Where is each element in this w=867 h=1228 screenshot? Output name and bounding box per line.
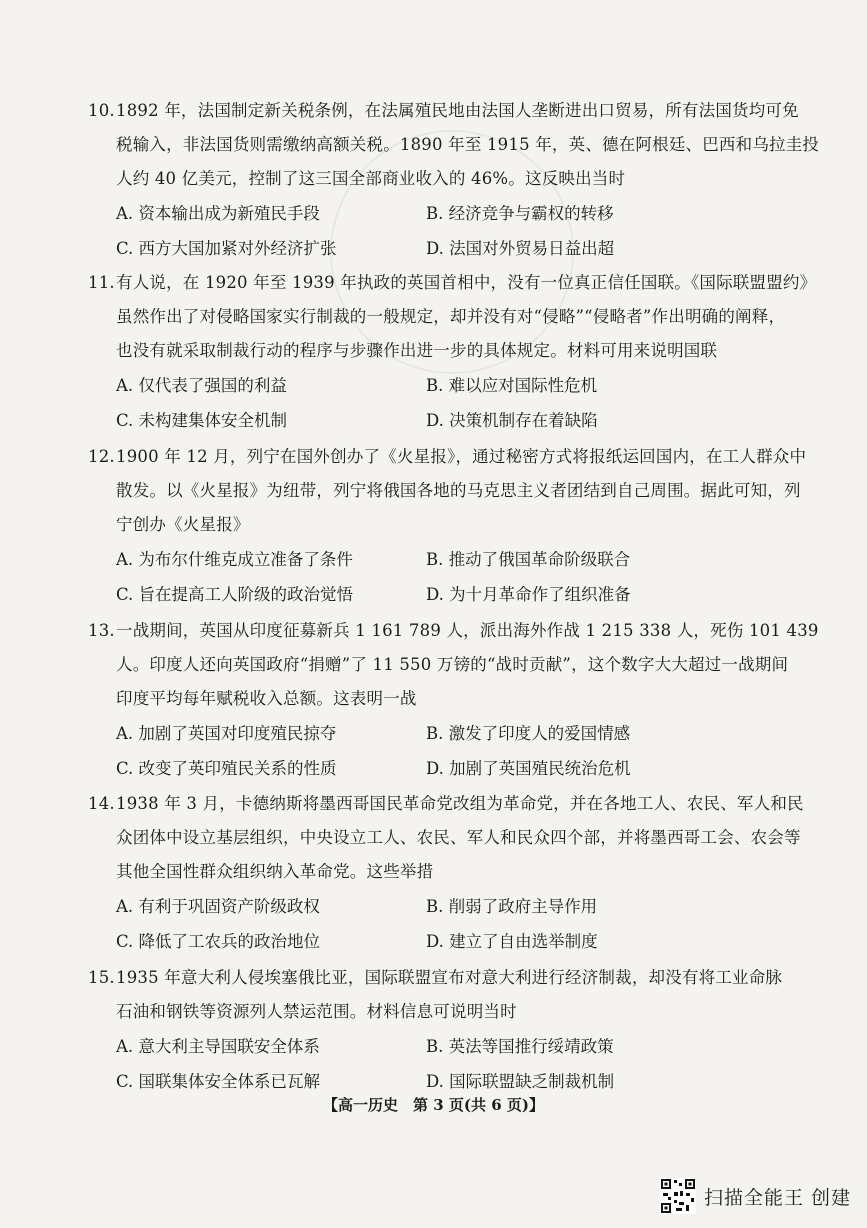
option-b: B. 推动了俄国革命阶级联合 (426, 550, 631, 569)
question-text-line: 散发。以《火星报》为纽带，列宁将俄国各地的马克思主义者团结到自己周围。据此可知，列 (116, 481, 801, 500)
question-text-line: 1938 年 3 月，卡德纳斯将墨西哥国民革命党改组为革命党，并在各地工人、农民、军人和民 (116, 794, 804, 813)
option-a: A. 加剧了英国对印度殖民掠夺 (116, 724, 337, 743)
option-b: B. 经济竞争与霸权的转移 (426, 204, 614, 223)
question-14 (88, 787, 804, 959)
question-text-line: 石油和钢铁等资源列人禁运范围。材料信息可说明当时 (116, 1002, 517, 1021)
option-b: B. 削弱了政府主导作用 (426, 897, 598, 916)
option-a: A. 为布尔什维克成立准备了条件 (116, 550, 353, 569)
option-d: D. 国际联盟缺乏制裁机制 (426, 1072, 615, 1091)
options-row (88, 924, 768, 959)
option-b: B. 英法等国推行绥靖政策 (426, 1037, 614, 1056)
scanner-watermark (660, 1178, 851, 1214)
option-d: D. 决策机制存在着缺陷 (426, 411, 598, 430)
question-text-line: 宁创办《火星报》 (116, 515, 250, 534)
option-b: B. 难以应对国际性危机 (426, 376, 598, 395)
question-text-line: 人。印度人还向英国政府“捐赠”了 11 550 万镑的“战时贡献”，这个数字大大超过一战期间 (116, 655, 789, 674)
question-text-line: 人约 40 亿美元，控制了这三国全部商业收入的 46%。这反映出当时 (116, 169, 626, 188)
option-a: A. 有利于巩固资产阶级政权 (116, 897, 320, 916)
question-number: 12. (88, 447, 115, 466)
option-d: D. 为十月革命作了组织准备 (426, 585, 631, 604)
option-a: A. 仅代表了强国的利益 (116, 376, 287, 395)
question-text-line: 众团体中设立基层组织，中央设立工人、农民、军人和民众四个部，并将墨西哥工会、农会等 (116, 828, 801, 847)
question-number: 15. (88, 968, 115, 987)
page-footer: 【高一历史 第 3 页(共 6 页)】 (323, 1096, 544, 1114)
option-b: B. 激发了印度人的爱国情感 (426, 724, 631, 743)
options-row (88, 751, 768, 786)
options-row (88, 368, 768, 403)
question-text-line: 1935 年意大利人侵埃塞俄比亚，国际联盟宣布对意大利进行经济制裁，却没有将工业命脉 (116, 968, 783, 987)
question-text-line: 也没有就采取制裁行动的程序与步骤作出进一步的具体规定。材料可用来说明国联 (116, 341, 718, 360)
option-c: C. 国联集体安全体系已瓦解 (116, 1072, 321, 1091)
option-c: C. 西方大国加紧对外经济扩张 (116, 239, 337, 258)
question-10 (88, 94, 820, 266)
option-d: D. 建立了自由选举制度 (426, 932, 598, 951)
question-number: 14. (88, 794, 115, 813)
question-text-line: 印度平均每年赋税收入总额。这表明一战 (116, 689, 417, 708)
question-text-line: 税输入，非法国货则需缴纳高额关税。1890 年至 1915 年，英、德在阿根廷、巴西和乌拉圭投 (116, 135, 820, 154)
option-c: C. 降低了工农兵的政治地位 (116, 932, 321, 951)
question-number: 11. (88, 273, 115, 292)
option-d: D. 加剧了英国殖民统治危机 (426, 759, 631, 778)
question-text-line: 一战期间，英国从印度征募新兵 1 161 789 人，派出海外作战 1 215 338 人，死伤 101 439 (116, 621, 819, 640)
question-11 (88, 266, 817, 438)
option-c: C. 改变了英印殖民关系的性质 (116, 759, 337, 778)
question-12 (88, 440, 807, 612)
question-13 (88, 614, 819, 786)
qr-code-icon (660, 1178, 696, 1214)
watermark-text: 扫描全能王 创建 (703, 1186, 851, 1209)
question-text-line: 虽然作出了对侵略国家实行制裁的一般规定，却并没有对“侵略”“侵略者”作出明确的阐释， (116, 307, 786, 326)
options-row (88, 196, 768, 231)
option-a: A. 资本输出成为新殖民手段 (116, 204, 320, 223)
option-c: C. 未构建集体安全机制 (116, 411, 288, 430)
options-row (88, 716, 768, 751)
question-number: 13. (88, 621, 115, 640)
options-row (88, 1029, 768, 1064)
options-row (88, 403, 768, 438)
option-a: A. 意大利主导国联安全体系 (116, 1037, 320, 1056)
options-row (88, 231, 768, 266)
question-number: 10. (88, 101, 115, 120)
question-text-line: 1892 年，法国制定新关税条例，在法属殖民地由法国人垄断进出口贸易，所有法国货均可免 (116, 101, 799, 120)
option-d: D. 法国对外贸易日益出超 (426, 239, 615, 258)
options-row (88, 889, 768, 924)
question-text-line: 1900 年 12 月，列宁在国外创办了《火星报》，通过秘密方式将报纸运回国内，在工人群众中 (116, 447, 807, 466)
options-row (88, 577, 768, 612)
options-row (88, 542, 768, 577)
option-c: C. 旨在提高工人阶级的政治觉悟 (116, 585, 354, 604)
question-text-line: 其他全国性群众组织纳入革命党。这些举措 (116, 862, 434, 881)
question-text-line: 有人说，在 1920 年至 1939 年执政的英国首相中，没有一位真正信任国联。《国际联盟盟约》 (116, 273, 817, 292)
question-15 (88, 961, 783, 1099)
